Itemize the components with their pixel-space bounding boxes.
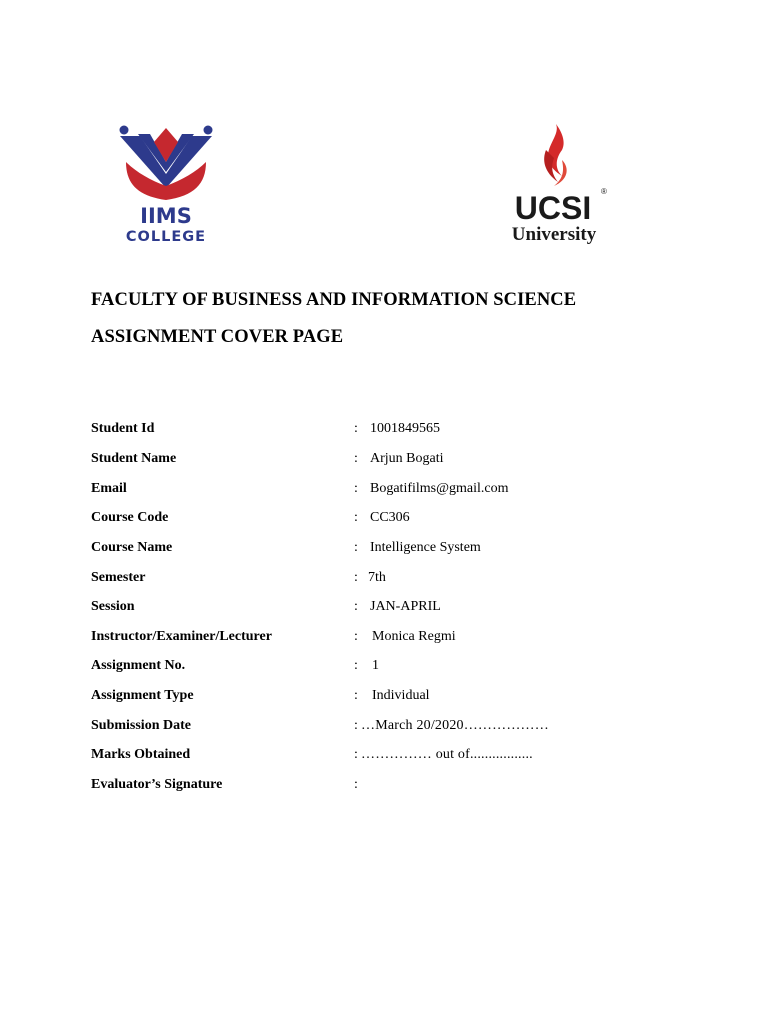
row-course-name (91, 540, 691, 560)
field-value: CC306 (370, 510, 410, 525)
field-value: Arjun Bogati (370, 451, 444, 466)
field-label: Evaluator’s Signature (91, 777, 223, 792)
faculty-heading: FACULTY OF BUSINESS AND INFORMATION SCIENCE (91, 290, 577, 310)
field-separator: : (354, 451, 358, 466)
row-assignment-type (91, 688, 691, 708)
field-label: Session (91, 599, 135, 614)
field-separator: : (354, 570, 358, 585)
field-label: Email (91, 481, 127, 496)
field-separator: : (354, 629, 358, 644)
field-separator: : (354, 481, 358, 496)
ucsi-university-logo (502, 120, 614, 248)
field-label: Submission Date (91, 718, 191, 733)
row-instructor (91, 629, 691, 649)
field-label: Instructor/Examiner/Lecturer (91, 629, 272, 644)
row-session (91, 599, 691, 619)
field-separator: : (354, 540, 358, 555)
field-value: …March 20/2020……………… (361, 718, 549, 733)
field-label: Course Code (91, 510, 169, 525)
field-label: Marks Obtained (91, 747, 191, 762)
row-evaluator-signature (91, 777, 691, 797)
field-value: …………… out of................. (361, 747, 533, 762)
iims-logo-line2: COLLEGE (125, 229, 207, 244)
field-label: Assignment No. (91, 658, 186, 673)
field-label: Student Name (91, 451, 177, 466)
ucsi-logo-registered-mark: ® (601, 187, 607, 196)
field-label: Assignment Type (91, 688, 194, 703)
iims-college-logo (116, 122, 216, 244)
field-value: Individual (372, 688, 430, 703)
iims-logo-line1: IIMS (140, 204, 192, 228)
field-separator: : (354, 718, 358, 733)
row-student-id (91, 421, 691, 441)
ucsi-logo-line2: University (511, 224, 597, 245)
row-submission-date (91, 718, 691, 738)
row-email (91, 481, 691, 501)
field-label: Course Name (91, 540, 173, 555)
field-value: 1001849565 (370, 421, 440, 436)
row-course-code (91, 510, 691, 530)
field-value: 7th (368, 570, 386, 585)
field-separator: : (354, 747, 358, 762)
field-label: Student Id (91, 421, 155, 436)
field-value: Intelligence System (370, 540, 481, 555)
row-assignment-no (91, 658, 691, 678)
row-semester (91, 570, 691, 590)
field-separator: : (354, 599, 358, 614)
row-marks-obtained (91, 747, 691, 767)
field-separator: : (354, 688, 358, 703)
field-separator: : (354, 421, 358, 436)
field-label: Semester (91, 570, 146, 585)
row-student-name (91, 451, 691, 471)
field-separator: : (354, 658, 358, 673)
field-value: Bogatifilms@gmail.com (370, 481, 509, 496)
field-value: Monica Regmi (372, 629, 456, 644)
field-value: JAN-APRIL (370, 599, 441, 614)
field-separator: : (354, 510, 358, 525)
cover-page-heading: ASSIGNMENT COVER PAGE (91, 327, 344, 347)
ucsi-logo-line1: UCSI (514, 190, 592, 226)
field-value: 1 (372, 658, 379, 673)
field-separator: : (354, 777, 358, 792)
